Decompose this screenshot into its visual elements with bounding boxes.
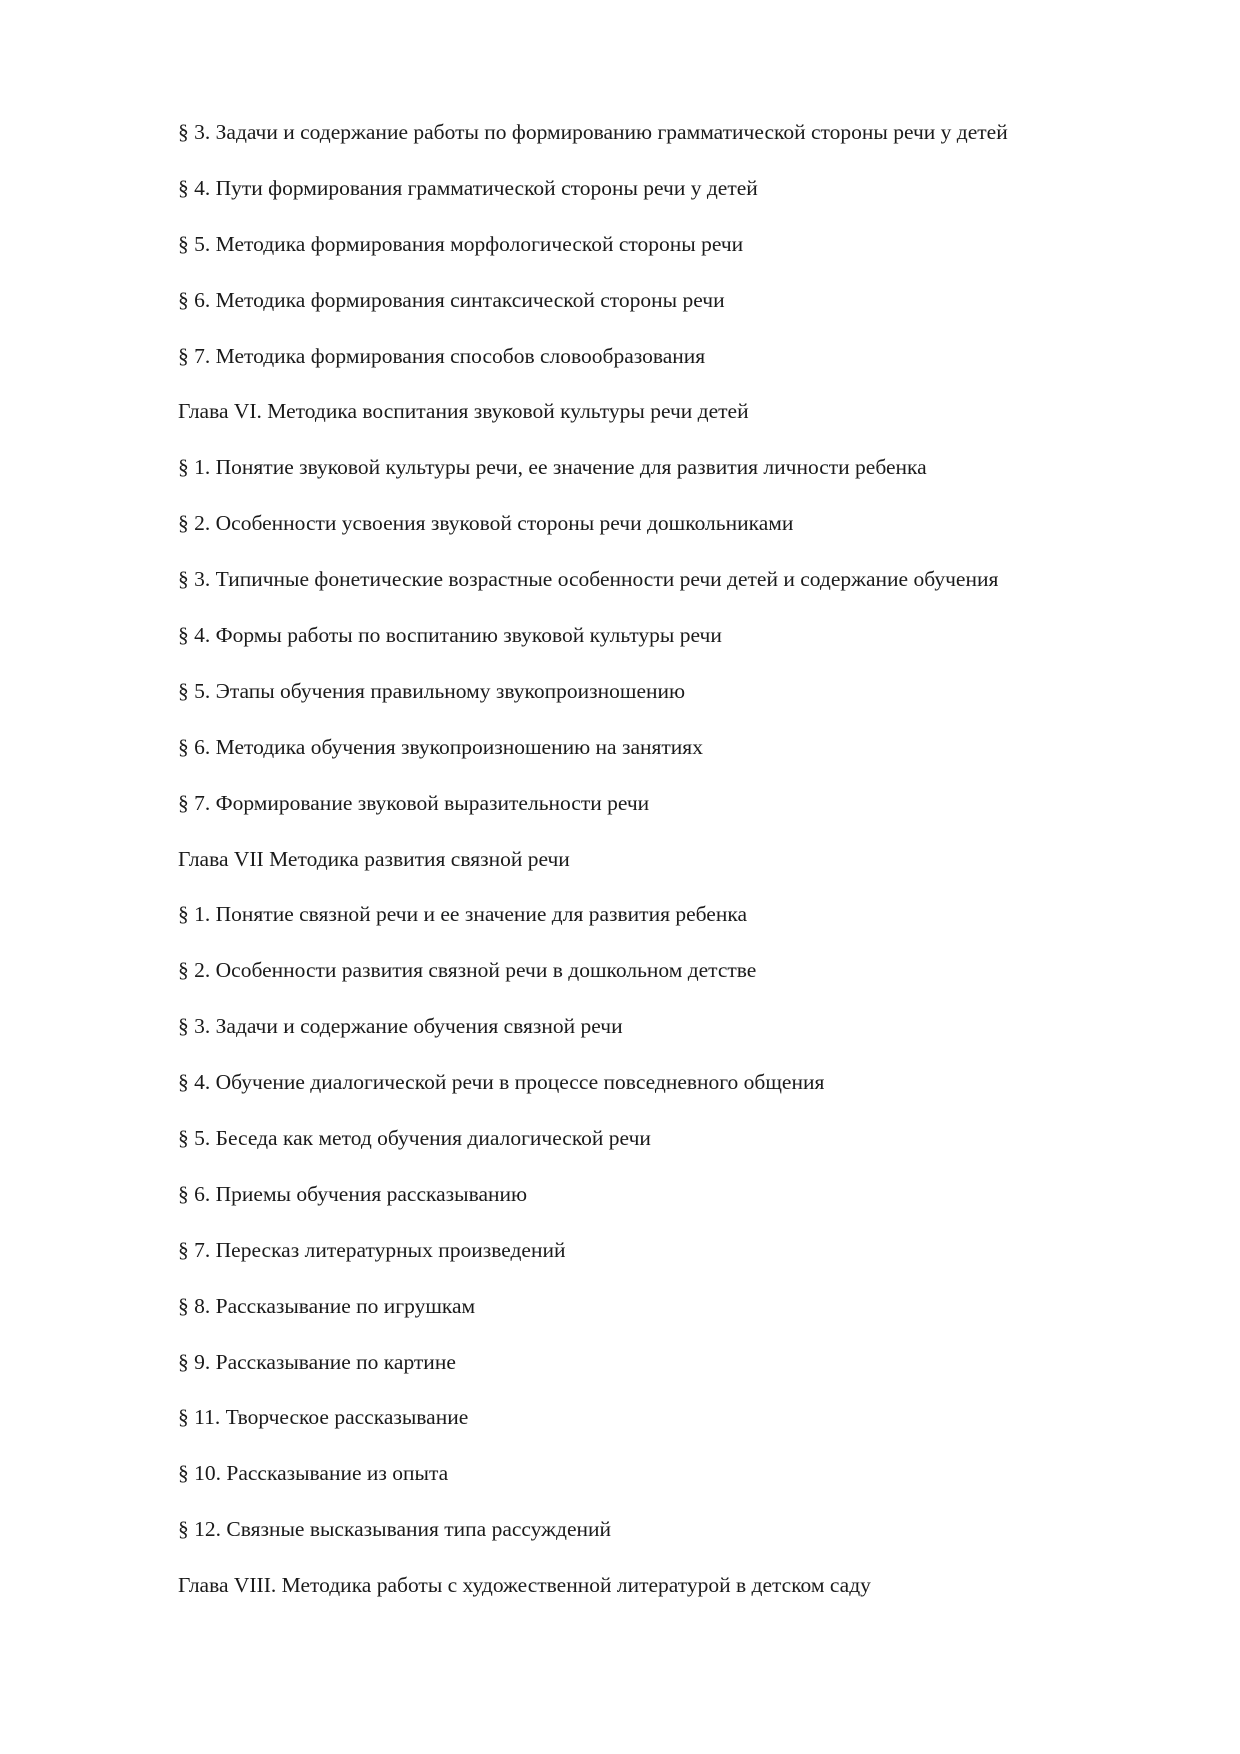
toc-chapter-6: Глава VI. Методика воспитания звуковой культуры речи детей (178, 399, 749, 424)
toc-ch6-section-4: § 4. Формы работы по воспитанию звуковой культуры речи (178, 623, 722, 648)
toc-ch7-section-1: § 1. Понятие связной речи и ее значение для развития ребенка (178, 902, 748, 927)
toc-ch6-section-6: § 6. Методика обучения звукопроизношению на занятиях (178, 734, 703, 759)
toc-section-7-word-formation: § 7. Методика формирования способов словообразования (178, 343, 706, 368)
toc-ch7-section-7: § 7. Пересказ литературных произведений (178, 1237, 566, 1262)
toc-ch6-section-7: § 7. Формирование звуковой выразительности речи (178, 790, 650, 815)
toc-section-3-grammar-tasks: § 3. Задачи и содержание работы по формированию грамматической стороны речи у детей (178, 120, 1008, 144)
toc-ch7-section-9: § 9. Рассказывание по картине (178, 1349, 456, 1374)
toc-ch7-section-5: § 5. Беседа как метод обучения диалогической речи (178, 1126, 651, 1151)
toc-section-4-grammar-ways: § 4. Пути формирования грамматической стороны речи у детей (178, 175, 758, 200)
toc-ch7-section-4: § 4. Обучение диалогической речи в процессе повседневного общения (178, 1070, 825, 1095)
toc-ch7-section-11: § 11. Творческое рассказывание (178, 1405, 469, 1430)
toc-chapter-7: Глава VII Методика развития связной речи (178, 846, 570, 871)
toc-ch6-section-5: § 5. Этапы обучения правильному звукопроизношению (178, 678, 686, 703)
toc-ch7-section-6: § 6. Приемы обучения рассказыванию (178, 1181, 528, 1206)
toc-ch7-section-8: § 8. Рассказывание по игрушкам (178, 1293, 476, 1318)
toc-section-6-syntax: § 6. Методика формирования синтаксической стороны речи (178, 287, 725, 312)
toc-ch7-section-2: § 2. Особенности развития связной речи в дошкольном детстве (178, 958, 757, 983)
toc-ch7-section-3: § 3. Задачи и содержание обучения связной речи (178, 1014, 623, 1039)
toc-ch6-section-3: § 3. Типичные фонетические возрастные особенности речи детей и содержание обучения (178, 567, 999, 592)
toc-ch7-section-12: § 12. Связные высказывания типа рассуждений (178, 1517, 612, 1542)
toc-ch7-section-10: § 10. Рассказывание из опыта (178, 1461, 449, 1486)
toc-ch6-section-2: § 2. Особенности усвоения звуковой стороны речи дошкольниками (178, 511, 794, 536)
table-of-contents (178, 112, 1158, 1621)
toc-section-5-morphology: § 5. Методика формирования морфологической стороны речи (178, 231, 744, 256)
toc-ch6-section-1: § 1. Понятие звуковой культуры речи, ее значение для развития личности ребенка (178, 455, 927, 480)
toc-chapter-8: Глава VIII. Методика работы с художественной литературой в детском саду (178, 1573, 871, 1598)
